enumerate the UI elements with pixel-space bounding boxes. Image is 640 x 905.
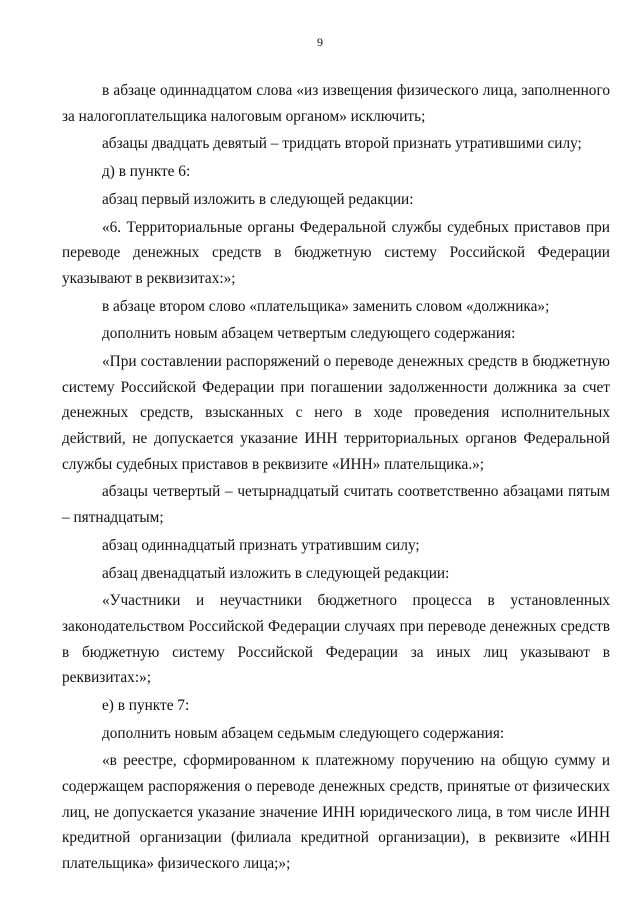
paragraph: «При составлении распоряжений о переводе денежных средств в бюджетную систему Российской Федерации при погашении задолженности должника за счет денежных средств, взысканных с него в ходе проведения исполнительных действий, не допускается указание ИНН территориальных органов Федеральной службы судебных приставов в реквизите «ИНН» плательщика.»; (62, 353, 610, 473)
paragraph: е) в пункте 7: (102, 696, 190, 714)
document-body (62, 78, 610, 879)
paragraph: абзац первый изложить в следующей редакции: (102, 190, 414, 208)
paragraph: абзацы четвертый – четырнадцатый считать соответственно абзацами пятым – пятнадцатым; (62, 483, 610, 526)
paragraph: в абзаце одиннадцатом слова «из извещения физического лица, заполненного за налогоплательщика налоговым органом» исключить; (62, 82, 610, 125)
paragraph: дополнить новым абзацем седьмым следующего содержания: (102, 724, 505, 742)
paragraph: «в реестре, сформированном к платежному поручению на общую сумму и содержащем распоряжения о переводе денежных средств, принятые от физических лиц, не допускается указание значение ИНН юридического лица, в том числе ИНН кредитной организации (филиала кредитной организации), в реквизите «ИНН плательщика» физического лица;»; (62, 752, 610, 872)
paragraph: абзац двенадцатый изложить в следующей редакции: (102, 564, 450, 582)
paragraph: абзацы двадцать девятый – тридцать второй признать утратившими силу; (102, 135, 582, 153)
paragraph: дополнить новым абзацем четвертым следующего содержания: (102, 325, 516, 343)
paragraph: «Участники и неучастники бюджетного процесса в установленных законодательством Российской Федерации случаях при переводе денежных средств в бюджетную систему Российской Федерации за иных лиц указывают в реквизитах:»; (62, 592, 610, 687)
paragraph: абзац одиннадцатый признать утратившим силу; (102, 536, 420, 554)
paragraph: в абзаце втором слово «плательщика» заменить словом «должника»; (102, 297, 550, 315)
page-number: 9 (317, 35, 323, 49)
paragraph: «6. Территориальные органы Федеральной службы судебных приставов при переводе денежных средств в бюджетную систему Российской Федерации указывают в реквизитах:»; (62, 218, 610, 287)
paragraph: д) в пункте 6: (102, 163, 191, 181)
